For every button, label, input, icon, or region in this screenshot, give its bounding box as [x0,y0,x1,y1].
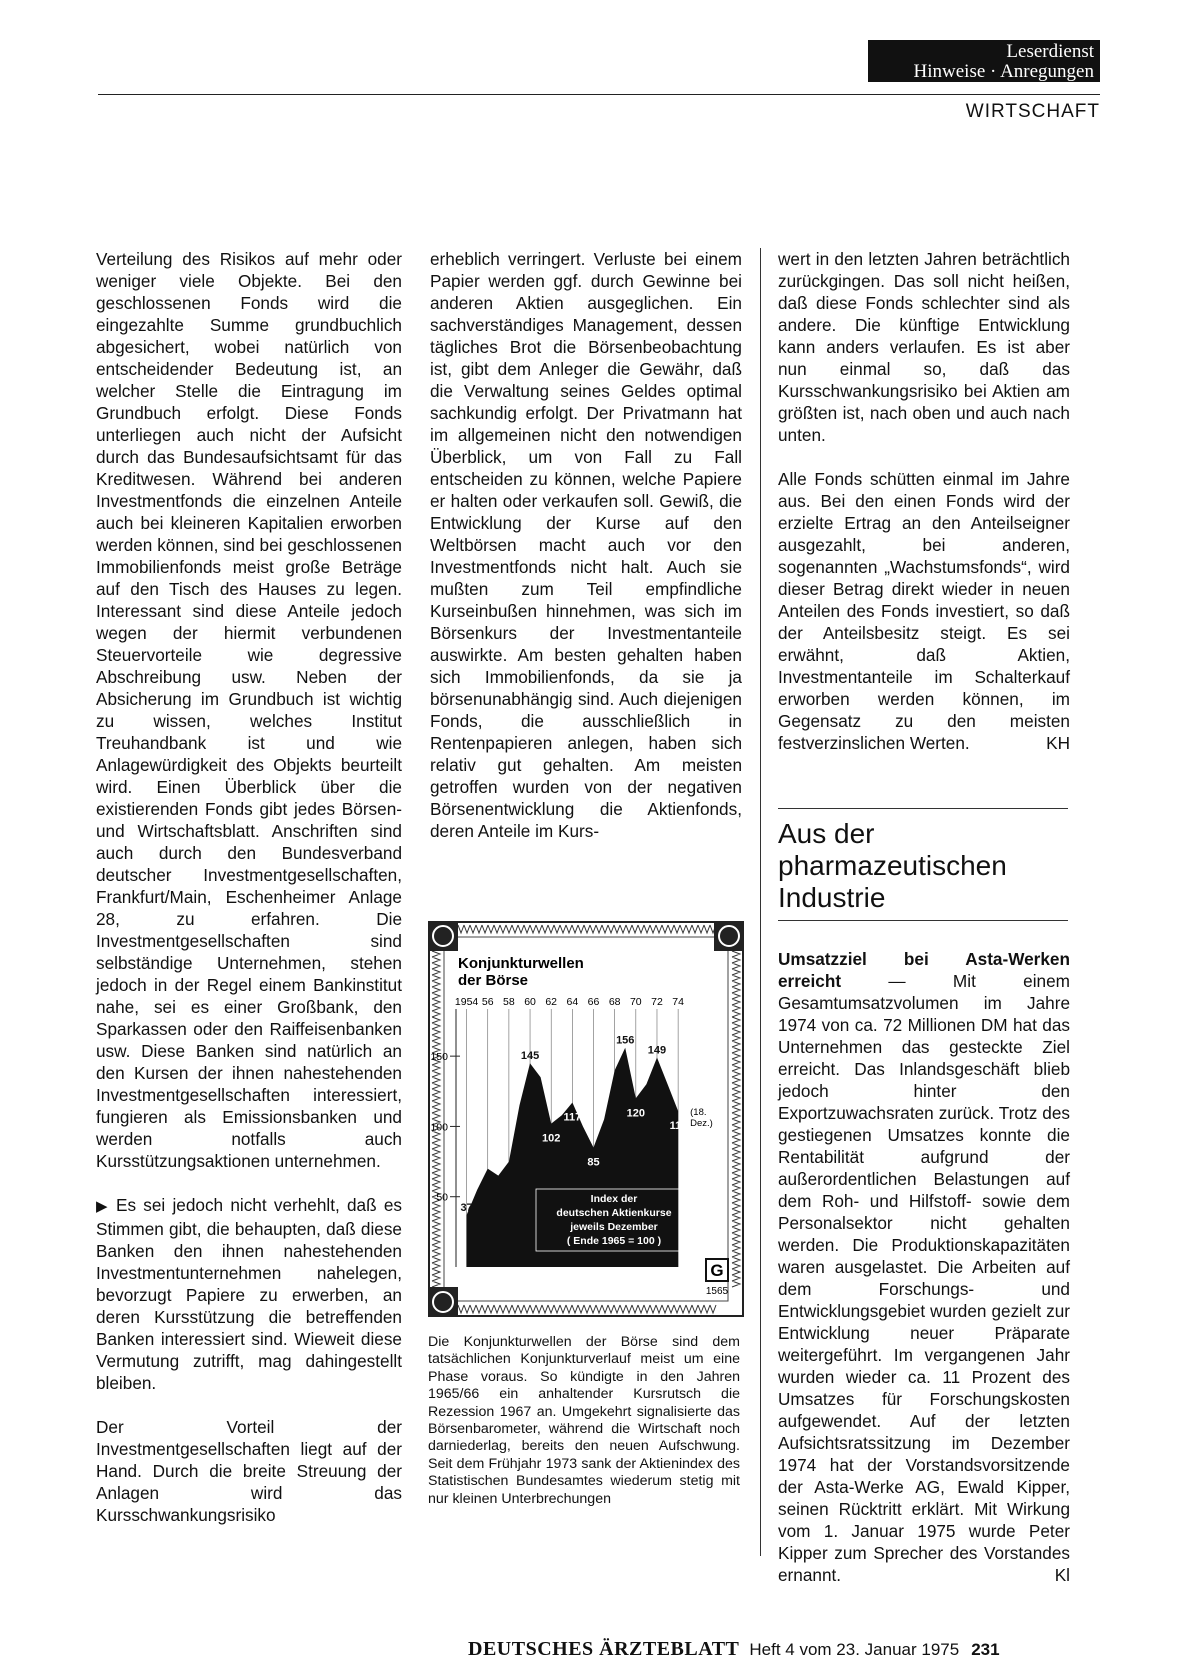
author-signature-kl: Kl [1054,1565,1070,1585]
logo-number: 1565 [705,1286,729,1297]
logo-letter: G [710,1261,724,1280]
headline-rule-bottom [778,920,1068,921]
col1-paragraph-1: Verteilung des Risikos auf mehr oder weniger viele Objekte. Bei den geschlossenen Fonds wird die eingezahlte Summe grundbuchlich abgesichert, wobei natürlich von entscheidender Bedeutung ist, an welcher Stelle die Eintragung im Grundbuch erfolgt. Diese Fonds unterliegen auch nicht der Aufsicht durch das Bundesaufsichtsamt für das Kreditwesen. Während bei anderen Investmentfonds die einzelnen Anteile auch bei kleineren Kapitalien erworben werden können, sind bei geschlossenen Immobilienfonds meist große Beträge auf den Tisch des Hauses zu legen. Interessant sind diese Anteile jedoch wegen der hiermit verbundenen Steuervorteile wie degressive Abschreibung usw. Neben der Absicherung im Grundbuch ist wichtig zu wissen, welches Institut Treuhandbank ist und wie Anlagewürdigkeit des Objekts beurteilt wird. Einen Überblick über die existierenden Fonds gibt jedes Börsen- und Wirtschaftsblatt. Anschriften sind auch durch den Bundesverband deutscher Investmentgesellschaften, Frankfurt/Main, Eschenheimer Anlage 28, zu erfahren. Die Investmentgesellschaften sind selbständige Unternehmen, stehen jedoch in der Regel einem Bankinstitut nahe, sei es einer Großbank, den Sparkassen oder den Raiffeisenbanken usw. Diese Banken sind natürlich an den Kursen der ihnen nahestehenden Investmentgesellschaften interessiert, fungieren als Emissionsbanken und werden notfalls auch Kursstützungsaktionen unternehmen. [96,249,402,1171]
x-tick-label: 58 [503,996,515,1008]
data-label-149: 149 [647,1044,667,1057]
y-tick-label: 100 [430,1121,448,1134]
author-signature-kh: KH [1046,733,1070,753]
data-label-85: 85 [587,1156,600,1169]
col1-paragraph-3: Der Vorteil der Investmentgesellschaften liegt auf der Hand. Durch die breite Streuung der Anlagen wird das Kursschwankungsrisiko [96,1417,402,1525]
data-label-120: 120 [626,1107,646,1120]
end-note-line: Dez.) [690,1117,713,1129]
footer-masthead: DEUTSCHES ÄRZTEBLATT [468,1638,740,1660]
y-tick-label: 50 [436,1191,448,1204]
page-number: 231 [971,1640,1000,1659]
x-tick-label: 56 [481,996,494,1008]
badge-line-1: Leserdienst [1006,41,1094,62]
data-label-156: 156 [616,1034,635,1047]
x-tick-label: 66 [587,996,600,1008]
col3-paragraph-2-text: Alle Fonds schütten einmal im Jahre aus. Bei den einen Fonds wird der erzielte Ertrag an den Anteilseigner ausgezahlt, bei anderen, sogenannten „Wachstumsfonds“, wird dieser Betrag direkt wieder in neuen Anteilen des Fonds investiert, so daß der Anteilsbesitz steigt. Es sei erwähnt, daß Aktien, Investmentanteile im Schalterkauf erworben werden können, im Gegensatz zu den meisten festverzinslichen Werten. [778,469,1070,753]
x-tick-label: 74 [672,996,684,1008]
legend-line: jeweils Dezember [570,1221,658,1233]
col1-paragraph-2 [96,1194,402,1394]
x-tick-label: 62 [545,996,558,1008]
stock-index-chart [428,921,744,1317]
headline-rule-top [778,808,1068,809]
x-tick-label: 1954 [454,996,479,1008]
col3-paragraph-2 [778,468,1070,754]
article-headline: Aus der pharmazeutischen Industrie [778,818,1007,913]
y-tick-label: 150 [430,1051,448,1064]
chart-caption: Die Konjunkturwellen der Börse sind dem tatsächlichen Konjunkturverlauf meist um eine Phase voraus. So kündigte in den Jahren 1965/66 ein anhaltender Kursrutsch die Rezession 1967 an. Umgekehrt signalisierte das Börsenbarometer, während die Wirtschaft noch darniederlag, bereits den neuen Aufschwung. Seit dem Frühjahr 1973 sank der Aktienindex des Statistischen Bundesamtes wiederum stetig mit nur kleinen Unterbrechungen [428,1334,740,1507]
footer-issue: Heft 4 vom 23. Januar 1975 [749,1640,960,1659]
badge-line-2: Hinweise · Anregungen [913,61,1094,82]
col3-article-paragraph [778,948,1070,1586]
column-rule-2-3 [760,248,761,1556]
article-subhead: Umsatzziel bei Asta-Werken erreicht [778,949,1070,991]
x-tick-label: 60 [524,996,536,1008]
data-label-37: 37 [460,1201,473,1214]
header-rule [98,94,1100,95]
legend-line: ( Ende 1965 = 100 ) [566,1235,662,1247]
article-body-text: — Mit einem Gesamtumsatzvolumen im Jahre 1974 von ca. 72 Millionen DM hat das Unternehmen das gesteckte Ziel erreicht. Das Inlandsgeschäft blieb jedoch hinter den Exportzuwachsraten zurück. Trotz des gestiegenen Umsatzes konnte die Rentabilität aufgrund der außerordentlichen Belastungen auf dem Roh- und Hilfstoff- sowie dem Personalsektor nicht gehalten werden. Die Produktionskapazitäten waren ausgelastet. Die Arbeiten auf dem Forschungs- und Entwicklungsgebiet wurden gezielt zur Entwicklung neuer Präparate weitergeführt. Im vergangenen Jahr wurden wieder ca. 11 Prozent des Umsatzes für Forschungskosten aufgewendet. Auf der letzten Aufsichtsratssitzung im Dezember 1974 hat der Vorstandsvorsitzende der Asta-Werke AG, Ewald Kipper, seinen Rücktritt erklärt. Mit Wirkung vom 1. Januar 1975 wurde Peter Kipper zum Sprecher des Vorstandes ernannt. [778,971,1070,1585]
column-1 [96,248,402,1526]
legend-line: deutschen Aktienkurse [556,1207,672,1219]
x-tick-label: 72 [651,996,663,1008]
page-footer [468,1638,1000,1661]
x-tick-label: 70 [629,996,642,1008]
chart-title-line-1: Konjunkturwellen [458,955,584,972]
data-label-102: 102 [542,1132,561,1145]
publisher-logo [706,1259,729,1297]
chart-svg [428,921,744,1317]
x-tick-label: 64 [566,996,579,1008]
legend-line: Index der [590,1193,638,1205]
section-label: WIRTSCHAFT [965,101,1100,122]
chart-title-line-2: der Börse [458,972,529,989]
data-label-117: 117 [563,1111,582,1124]
column-2 [430,248,742,842]
data-label-145: 145 [520,1050,540,1063]
col1-paragraph-2-text: Es sei jedoch nicht verhehlt, daß es Stimmen gibt, die behaupten, daß diese Banken den ihnen nahestehenden Investmentunternehmen nahelegen, bevorzugt Papiere zu erwerben, an deren Kursstützung die betreffenden Banken interessiert sind. Wieweit diese Vermutung zutrifft, mag dahingestellt bleiben. [96,1195,402,1393]
column-3-article [778,948,1070,1586]
column-3 [778,248,1070,754]
leserdienst-badge [868,40,1100,82]
col3-paragraph-1: wert in den letzten Jahren beträchtlich zurückgingen. Das soll nicht heißen, daß diese Fonds schlechter sind als andere. Die künftige Entwicklung kann anders verlaufen. Es ist aber nun einmal so, daß das Kursschwankungsrisiko bei Aktien am größten ist, nach oben und auch nach unten. [778,249,1070,445]
arrow-marker-icon: ▶ [96,1198,110,1215]
end-note-line: (18. [690,1106,707,1118]
col2-paragraph-1: erheblich verringert. Verluste bei einem Papier werden ggf. durch Gewinne bei anderen Aktien ausgeglichen. Ein sachverständiges Management, dessen tägliches Brot die Börsenbeobachtung ist, gibt dem Anleger die Gewähr, daß die Verwaltung seines Geldes optimal sachkundig erfolgt. Der Privatmann hat im allgemeinen nicht den notwendigen Überblick, um von Fall zu Fall entscheiden zu können, welche Papiere er halten oder verkaufen soll. Gewiß, die Entwicklung der Kurse auf den Weltbörsen macht auch vor den Investmentfonds nicht halt. Auch sie mußten zum Teil empfindliche Kurseinbußen hinnehmen, was sich im Börsenkurs der Investmentanteile auswirkte. Am besten gehalten haben sich Immobilienfonds, da sie ja börsenunabhängig sind. Auch diejenigen Fonds, die ausschließlich in Rentenpapieren anlegen, haben sich relativ gut gehalten. Am meisten getroffen wurden von der negativen Börsenentwicklung die Aktienfonds, deren Anteile im Kurs- [430,249,742,841]
x-tick-label: 68 [608,996,621,1008]
data-label-111: 111 [669,1119,687,1132]
